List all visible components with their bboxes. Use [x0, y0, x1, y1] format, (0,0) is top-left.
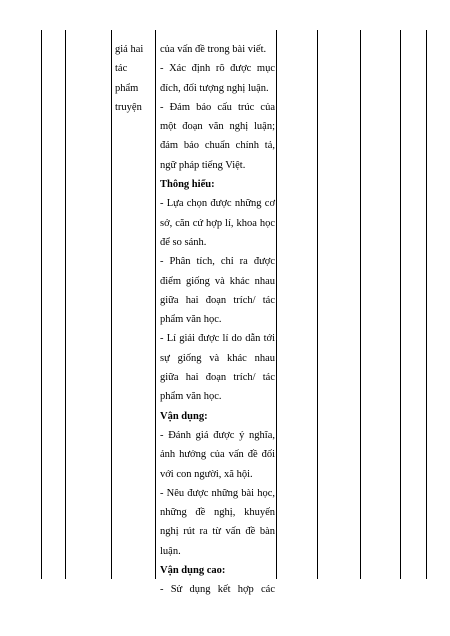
- table-border-3: [155, 30, 156, 579]
- text-line: phẩm văn học.: [160, 391, 222, 403]
- requirements-cell: [160, 40, 275, 600]
- table-border-6: [360, 30, 361, 579]
- table-border-4: [276, 30, 277, 579]
- text-line: của vấn đề trong bài viết.: [160, 44, 267, 55]
- text-line: phẩm: [115, 82, 139, 94]
- text-line: truyện: [115, 101, 142, 113]
- table-border-8: [426, 30, 427, 579]
- text-line: ngữ pháp tiếng Việt.: [160, 159, 246, 171]
- text-line: với con người, xã hội.: [160, 468, 253, 480]
- text-line: tác: [115, 63, 128, 75]
- table-border-0: [41, 30, 42, 579]
- level-heading: Vận dụng:: [160, 410, 208, 422]
- table-border-5: [317, 30, 318, 579]
- text-line: sở, căn cứ hợp lí, khoa học: [160, 217, 275, 229]
- text-line: sự giống và khác nhau: [160, 352, 275, 364]
- text-line: phẩm văn học.: [160, 314, 222, 326]
- text-line: - Xác định rõ được mục: [160, 63, 275, 75]
- text-line: - Nêu được những bài học,: [160, 487, 275, 499]
- text-line: luận.: [160, 545, 181, 557]
- level-heading: Thông hiểu:: [160, 179, 215, 191]
- text-line: giữa hai đoạn trích/ tác: [160, 294, 275, 306]
- level-heading: Vận dụng cao:: [160, 565, 226, 577]
- text-line: - Đánh giá được ý nghĩa,: [160, 429, 275, 441]
- text-line: - Đảm bảo cấu trúc của: [160, 101, 275, 113]
- text-line: - Sử dụng kết hợp các: [160, 584, 275, 596]
- lesson-title-cell: [115, 40, 153, 117]
- text-line: - Lí giải được lí do dẫn tới: [160, 333, 275, 345]
- text-line: những đề nghị, khuyến: [160, 507, 275, 519]
- table-border-2: [111, 30, 112, 579]
- text-line: điểm giống và khác nhau: [160, 275, 275, 287]
- text-line: - Lựa chọn được những cơ: [160, 198, 275, 210]
- text-line: đảm bảo chuẩn chính tả,: [160, 140, 275, 152]
- text-line: một đoạn văn nghị luận;: [160, 121, 275, 133]
- text-line: giữa hai đoạn trích/ tác: [160, 372, 275, 384]
- text-line: ảnh hưởng của vấn đề đối: [160, 449, 275, 461]
- text-line: đích, đối tượng nghị luận.: [160, 82, 269, 94]
- text-line: nghị rút ra từ vấn đề bàn: [160, 526, 275, 538]
- table-border-7: [400, 30, 401, 579]
- text-line: để so sánh.: [160, 236, 207, 248]
- text-line: giá hai: [115, 44, 144, 55]
- text-line: - Phân tích, chỉ ra được: [160, 256, 275, 268]
- table-border-1: [65, 30, 66, 579]
